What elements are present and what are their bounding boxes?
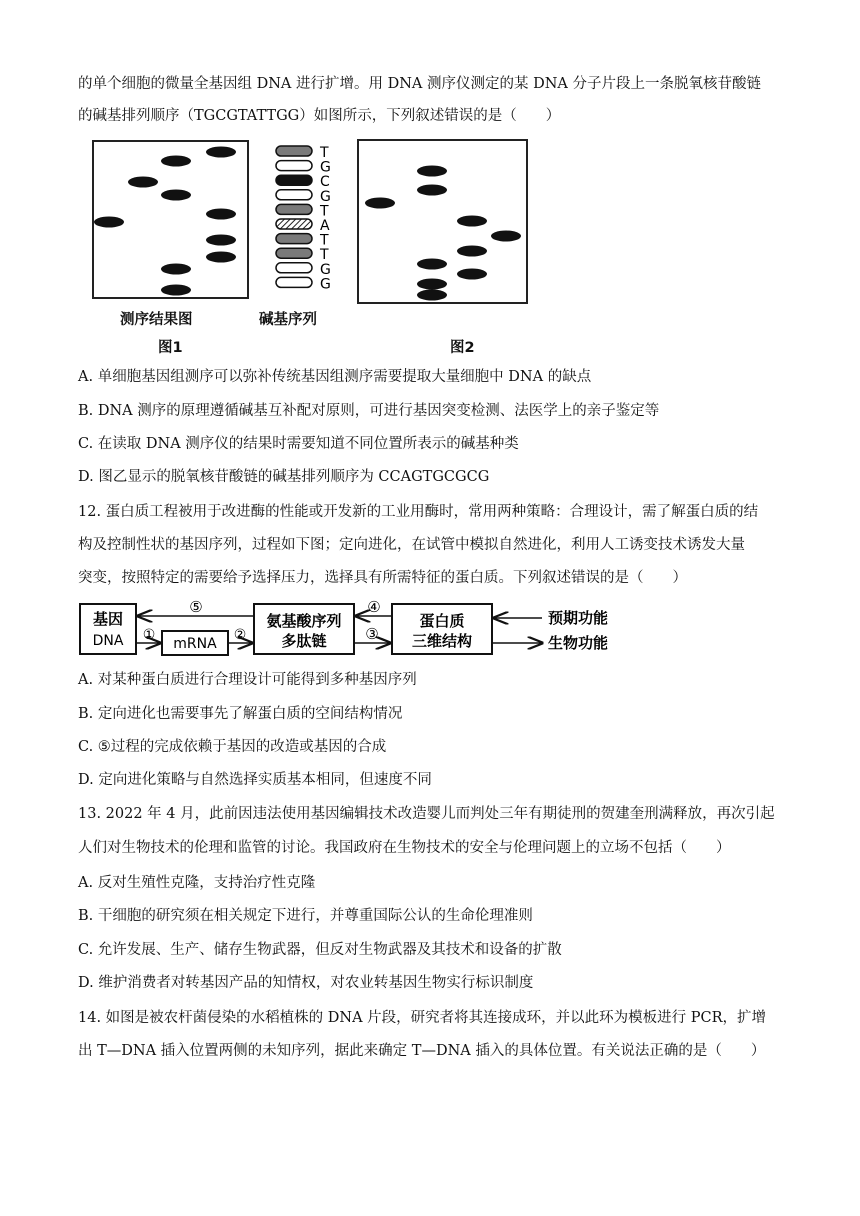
base-pill-g xyxy=(276,263,312,273)
q12-option-c: C. ⑤过程的完成依赖于基因的改造或基因的合成 xyxy=(78,739,387,755)
figure1-sequencing-result xyxy=(92,140,250,300)
band xyxy=(417,259,447,270)
band xyxy=(417,279,447,290)
polypeptide-label: 多肽链 xyxy=(281,632,327,650)
q11-option-b: B. DNA 测序的原理遵循碱基互补配对原则，可进行基因突变检测、法医学上的亲子鉴定等 xyxy=(78,403,660,419)
band xyxy=(417,166,447,177)
step5-label: ⑤ xyxy=(189,598,203,616)
base-pill-t xyxy=(276,248,312,258)
q13-option-a: A. 反对生殖性克隆，支持治疗性克隆 xyxy=(78,875,316,891)
q12-option-b: B. 定向进化也需要事先了解蛋白质的空间结构情况 xyxy=(78,706,403,722)
gene-label: 基因 xyxy=(92,610,124,628)
base-pill-g xyxy=(276,190,312,200)
band xyxy=(457,246,487,257)
base-pill-t xyxy=(276,204,312,214)
figure1-label: 图1 xyxy=(158,340,183,356)
step4-label: ④ xyxy=(367,598,381,616)
base-letter: G xyxy=(320,276,331,293)
base-letter: A xyxy=(320,218,330,234)
base-pill-g xyxy=(276,161,312,171)
base-pill-c xyxy=(276,175,312,185)
base-pill-g xyxy=(276,277,312,287)
figure1-subtitle-sequence: 碱基序列 xyxy=(259,312,317,328)
step2-label: ② xyxy=(233,627,247,643)
base-letter: T xyxy=(320,232,329,249)
base-pill-a xyxy=(276,219,312,229)
figure2-label: 图2 xyxy=(450,340,475,356)
dna-label: DNA xyxy=(92,633,124,649)
q13-stem-line1: 13. 2022 年 4 月，此前因违法使用基因编辑技术改造婴儿而判处三年有期徒刑的贺建奎刑满释放，再次引起 xyxy=(78,806,775,822)
base-letter: G xyxy=(320,188,331,205)
mrna-label: mRNA xyxy=(173,636,217,652)
q13-option-c: C. 允许发展、生产、储存生物武器，但反对生物武器及其技术和设备的扩散 xyxy=(78,942,562,958)
base-letter: C xyxy=(320,174,330,191)
q14-stem-line2: 出 T—DNA 插入位置两侧的未知序列，据此来确定 T—DNA 插入的具体位置。有关说法正确的是（ ） xyxy=(78,1043,766,1059)
band xyxy=(206,209,236,220)
q12-stem-line2: 构及控制性状的基因序列，过程如下图；定向进化，在试管中模拟自然进化，利用人工诱变技术诱发大量 xyxy=(78,537,745,553)
base-letter: T xyxy=(320,247,329,264)
q12-stem-line1: 12. 蛋白质工程被用于改进酶的性能或开发新的工业用酶时，常用两种策略：合理设计，需了解蛋白质的结 xyxy=(78,504,759,520)
base-sequence-column xyxy=(274,144,336,296)
band xyxy=(94,217,124,228)
band xyxy=(206,147,236,158)
figure1-subtitle-result: 测序结果图 xyxy=(120,312,193,328)
q11-option-a: A. 单细胞基因组测序可以弥补传统基因组测序需要提取大量细胞中 DNA 的缺点 xyxy=(78,369,592,385)
band xyxy=(161,285,191,296)
band xyxy=(457,216,487,227)
q13-stem-line2: 人们对生物技术的伦理和监管的讨论。我国政府在生物技术的安全与伦理问题上的立场不包括（ ） xyxy=(78,840,731,856)
q11-stem-line2: 的碱基排列顺序（TGCGTATTGG）如图所示，下列叙述错误的是（ ） xyxy=(78,108,561,124)
band xyxy=(365,198,395,209)
protein-label: 蛋白质 xyxy=(419,612,465,630)
base-pill-t xyxy=(276,234,312,244)
base-letter: T xyxy=(320,145,329,161)
base-letter: G xyxy=(320,159,331,176)
q12-stem-line3: 突变，按照特定的需要给予选择压力，选择具有所需特征的蛋白质。下列叙述错误的是（ ） xyxy=(78,570,687,586)
q14-stem-line1: 14. 如图是被农杆菌侵染的水稻植株的 DNA 片段，研究者将其连接成环，并以此环为模板进行 PCR，扩增 xyxy=(78,1010,767,1026)
q13-option-d: D. 维护消费者对转基因产品的知情权，对农业转基因生物实行标识制度 xyxy=(78,975,534,991)
base-pill-t xyxy=(276,146,312,156)
figure2-sequencing-result xyxy=(357,139,529,305)
q11-option-c: C. 在读取 DNA 测序仪的结果时需要知道不同位置所表示的碱基种类 xyxy=(78,436,519,452)
amino-acid-label: 氨基酸序列 xyxy=(266,612,342,630)
biological-function-label: 生物功能 xyxy=(548,634,609,652)
protein-engineering-diagram xyxy=(78,596,638,662)
band xyxy=(491,231,521,242)
band xyxy=(206,235,236,246)
band xyxy=(161,190,191,201)
band xyxy=(206,252,236,263)
step3-label: ③ xyxy=(365,625,379,643)
q11-option-d: D. 图乙显示的脱氧核苷酸链的碱基排列顺序为 CCAGTGCGCG xyxy=(78,469,490,485)
band xyxy=(128,177,158,188)
step1-label: ① xyxy=(142,627,156,643)
band xyxy=(161,156,191,167)
q12-option-a: A. 对某种蛋白质进行合理设计可能得到多种基因序列 xyxy=(78,672,417,688)
base-letter: G xyxy=(320,261,331,278)
band xyxy=(417,290,447,301)
band xyxy=(457,269,487,280)
q11-stem-line1: 的单个细胞的微量全基因组 DNA 进行扩增。用 DNA 测序仪测定的某 DNA 分子片段上一条脱氧核苷酸链 xyxy=(78,76,762,92)
q12-option-d: D. 定向进化策略与自然选择实质基本相同，但速度不同 xyxy=(78,772,432,788)
structure-label: 三维结构 xyxy=(411,632,473,650)
base-letter: T xyxy=(320,203,329,220)
band xyxy=(161,264,191,275)
q13-option-b: B. 干细胞的研究须在相关规定下进行，并尊重国际公认的生命伦理准则 xyxy=(78,908,533,924)
expected-function-label: 预期功能 xyxy=(548,609,609,627)
band xyxy=(417,185,447,196)
